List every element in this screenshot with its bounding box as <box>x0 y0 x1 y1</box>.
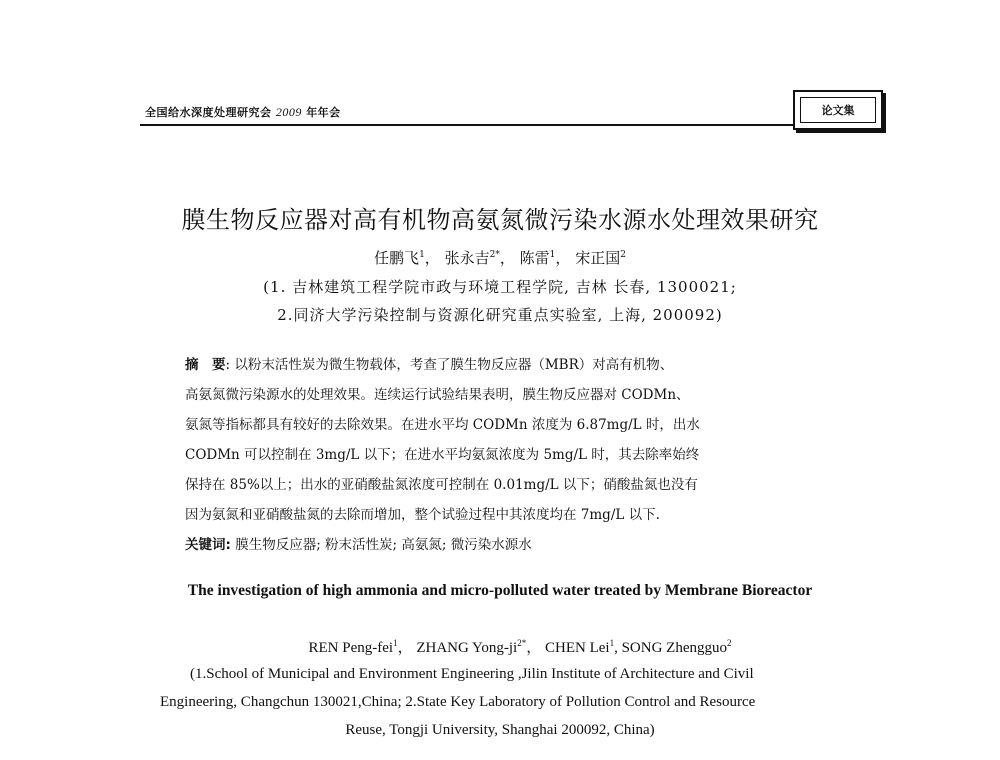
running-header <box>145 104 341 120</box>
author: 宋正国 <box>575 249 621 267</box>
header-rule <box>140 124 795 126</box>
author: CHEN Lei <box>544 640 610 656</box>
separator: ， <box>499 249 515 267</box>
conference-suffix: 年年会 <box>306 106 341 119</box>
author: 陈雷 <box>519 249 550 267</box>
separator: ， <box>424 249 440 267</box>
author: ZHANG Yong-ji <box>416 640 518 656</box>
separator: ， <box>397 640 413 656</box>
conference-name: 全国给水深度处理研究会 <box>145 106 272 119</box>
proceedings-badge <box>793 90 883 130</box>
affiliation-en-2: Engineering, Changchun 130021,China; 2.State Key Laboratory of Pollution Control and Resource <box>160 694 756 710</box>
affiliation-en-3: Reuse, Tongji University, Shanghai 200092, China) <box>345 722 655 738</box>
author: REN Peng-fei <box>308 640 394 656</box>
authors-cn <box>0 247 1000 268</box>
affiliation-cn-2: 2.同济大学污染控制与资源化研究重点实验室, 上海, 200092) <box>277 306 723 324</box>
keywords: 膜生物反应器; 粉末活性炭; 高氨氮; 微污染水源水 <box>235 537 532 553</box>
conference-year: 2009 <box>275 105 302 119</box>
paper-title-cn: 膜生物反应器对高有机物高氨氮微污染水源水处理效果研究 <box>181 206 819 234</box>
author-sup: 1 <box>419 250 425 260</box>
abstract-label: 摘 要 <box>185 357 226 373</box>
author-sup: 1 <box>549 250 556 260</box>
author-sup: 2 <box>726 638 732 648</box>
author-sup: 2* <box>489 250 500 260</box>
separator: ， <box>526 640 542 656</box>
abstract-line: 高氨氮微污染源水的处理效果。连续运行试验结果表明，膜生物反应器对 CODMn、 <box>185 387 690 403</box>
abstract-line: 因为氨氮和亚硝酸盐氮的去除而增加，整个试验过程中其浓度均在 7mg/L 以下. <box>185 507 660 523</box>
author-sup: 2 <box>620 250 626 260</box>
affiliation-en-1: (1.School of Municipal and Environment Engineering ,Jilin Institute of Architecture and Civil <box>190 666 754 682</box>
author-sup: 2* <box>517 638 527 648</box>
separator: ， <box>555 249 571 267</box>
author: 任鹏飞 <box>374 249 420 267</box>
author: SONG Zhengguo <box>621 640 727 656</box>
author: 张永吉 <box>444 249 490 267</box>
affiliation-cn-1: (1. 吉林建筑工程学院市政与环境工程学院, 吉林 长春, 1300021; <box>263 278 737 296</box>
author-sup: 1 <box>393 638 398 648</box>
abstract-cn <box>185 350 835 560</box>
authors-en <box>0 636 1000 657</box>
abstract-line: CODMn 可以控制在 3mg/L 以下；在进水平均氨氮浓度为 5mg/L 时，其去除率始终 <box>185 447 700 463</box>
abstract-text: 以粉末活性炭为微生物载体，考查了膜生物反应器（MBR）对高有机物、 <box>234 357 674 373</box>
author-sup: 1 <box>609 638 615 648</box>
separator: , <box>614 640 622 656</box>
keywords-label: 关键词: <box>185 537 231 553</box>
keywords-line <box>185 530 835 560</box>
abstract-line: 摘 要: 以粉末活性炭为微生物载体，考查了膜生物反应器（MBR）对高有机物、 <box>185 357 674 373</box>
abstract-line: 保持在 85%以上；出水的亚硝酸盐氮浓度可控制在 0.01mg/L 以下；硝酸盐氮也没有 <box>185 477 698 493</box>
paper-title-en: The investigation of high ammonia and micro-polluted water treated by Membrane Bioreactor <box>187 582 813 599</box>
abstract-line: 氨氮等指标都具有较好的去除效果。在进水平均 CODMn 浓度为 6.87mg/L 时，出水 <box>185 417 700 433</box>
badge-label: 论文集 <box>800 97 876 123</box>
